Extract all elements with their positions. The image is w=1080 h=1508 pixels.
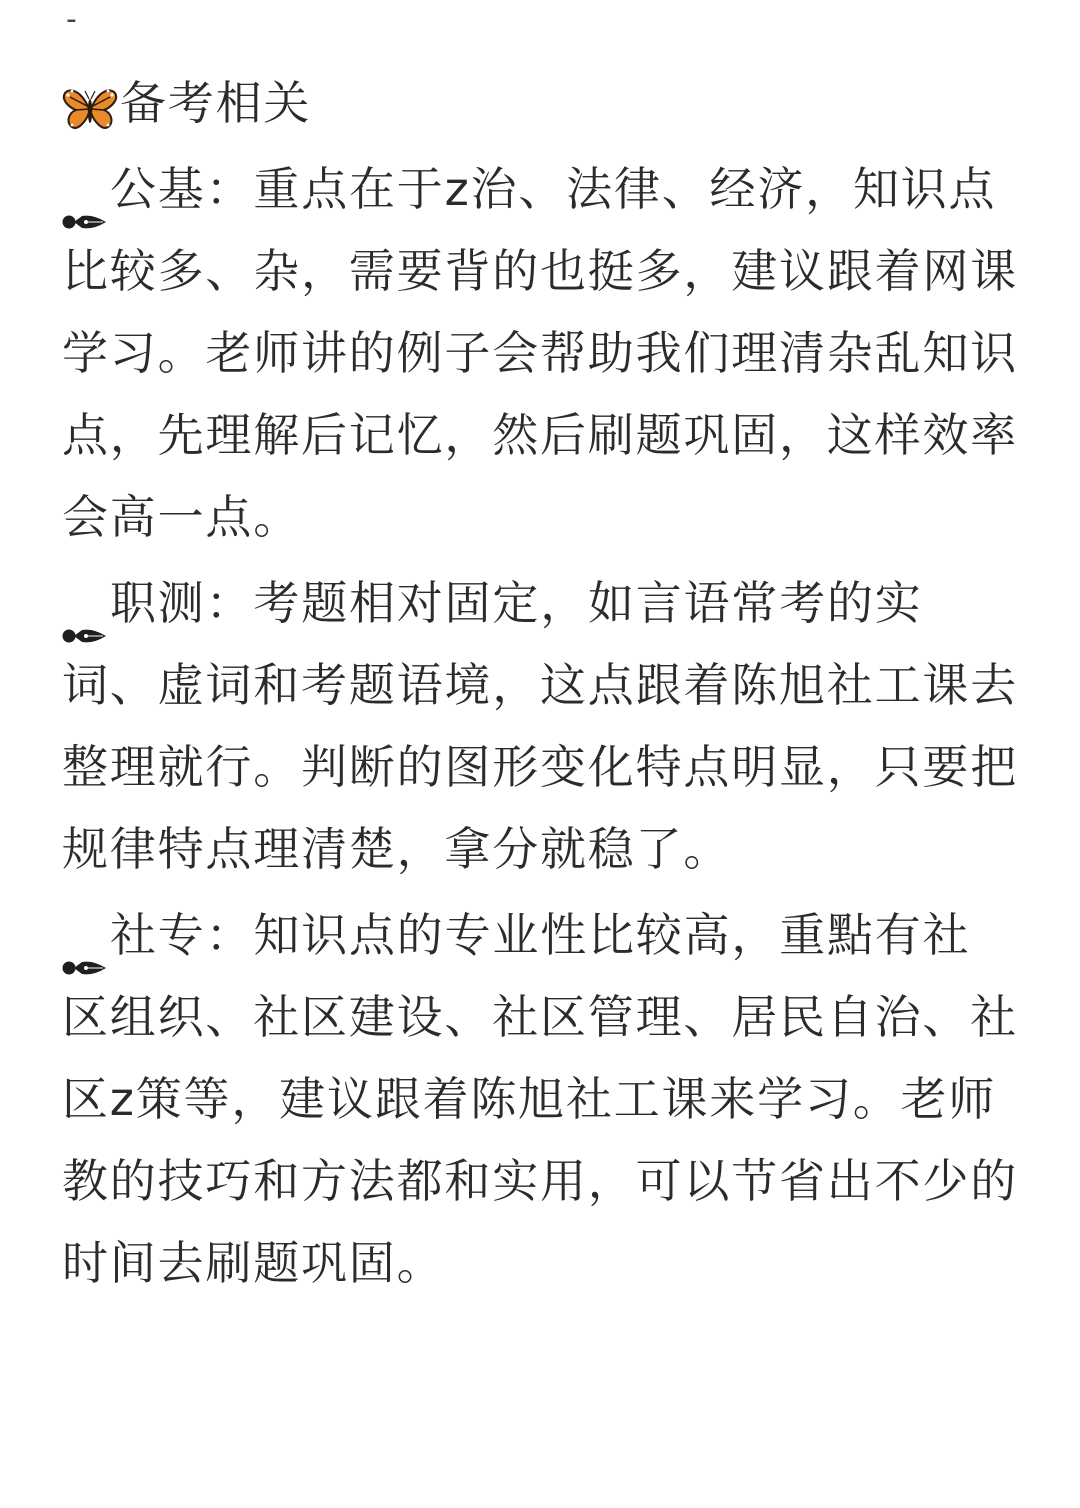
text-line xyxy=(62,562,1062,644)
section-heading xyxy=(62,62,1062,144)
text-line: 教的技巧和方法都和实用，可以节省出不少的 xyxy=(62,1154,1018,1208)
text-line xyxy=(62,894,1062,976)
text-line: 会高一点。 xyxy=(62,490,301,544)
pen-nib-icon xyxy=(62,177,108,201)
line-text: 职测：考题相对固定，如言语常考的实 xyxy=(110,576,923,630)
section-title: 备考相关 xyxy=(120,76,312,130)
text-line: 区z策等，建议跟着陈旭社工课来学习。老师 xyxy=(62,1072,997,1126)
text-line: 时间去刷题巩固。 xyxy=(62,1236,445,1290)
text-line xyxy=(62,148,1062,230)
butterfly-icon xyxy=(62,78,118,128)
text-line: 比较多、杂，需要背的也挺多，建议跟着网课 xyxy=(62,244,1018,298)
pen-nib-icon xyxy=(62,923,108,947)
pen-nib-icon xyxy=(62,591,108,615)
text-line: 区组织、社区建设、社区管理、居民自治、社 xyxy=(62,990,1018,1044)
section-paragraph xyxy=(62,148,1062,558)
line-text: 社专：知识点的专业性比较高，重點有社 xyxy=(110,908,971,962)
text-line: 规律特点理清楚，拿分就稳了。 xyxy=(62,822,732,876)
text-line: 学习。老师讲的例子会帮助我们理清杂乱知识 xyxy=(62,326,1018,380)
line-text: 公基：重点在于z治、法律、经济，知识点 xyxy=(110,162,997,216)
section-paragraph xyxy=(62,562,1062,890)
post-content xyxy=(62,62,1062,1304)
text-line: 点，先理解后记忆，然后刷题巩固，这样效率 xyxy=(62,408,1018,462)
section-paragraph xyxy=(62,894,1062,1304)
text-line: 词、虚词和考题语境，这点跟着陈旭社工课去 xyxy=(62,658,1018,712)
top-dash: - xyxy=(66,2,77,37)
text-line: 整理就行。判断的图形变化特点明显，只要把 xyxy=(62,740,1018,794)
